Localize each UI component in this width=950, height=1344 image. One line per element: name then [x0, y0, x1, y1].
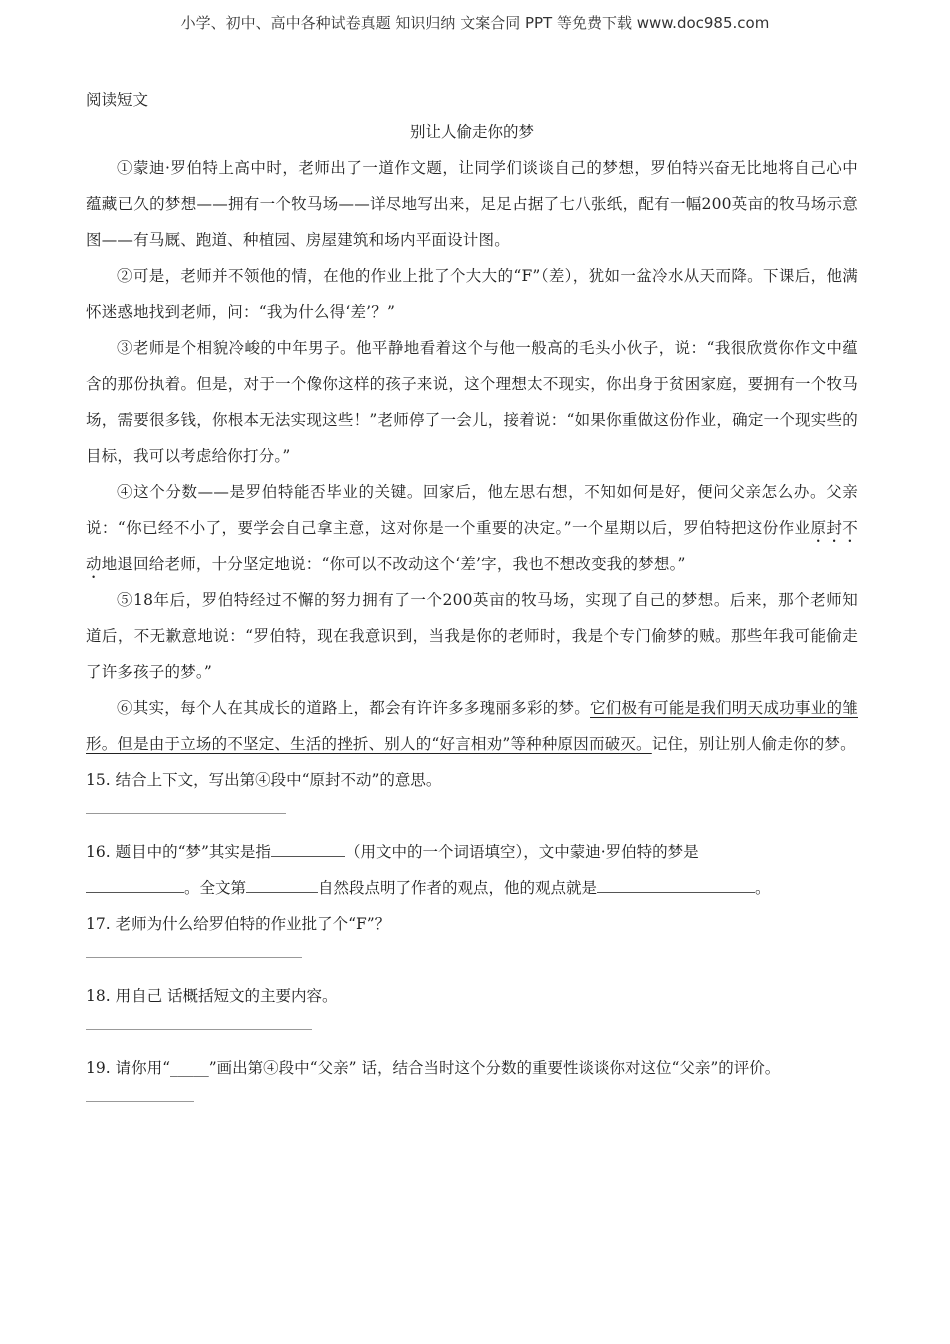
paragraph-6-text-b: 记住，别让别人偷走你的梦。: [651, 735, 856, 753]
blank-16-2[interactable]: [86, 874, 184, 893]
paragraph-1: ①蒙迪·罗伯特上高中时，老师出了一道作文题，让同学们谈谈自己的梦想，罗伯特兴奋无比地将自己心中蕴藏已久的梦想——拥有一个牧马场——详尽地写出来，足足占据了七八张纸，配有一幅200英亩的牧马场示意图——有马厩、跑道、种植园、房屋建筑和场内平面设计图。: [86, 159, 858, 249]
paragraph-5: ⑤18年后，罗伯特经过不懈的努力拥有了一个200英亩的牧马场，实现了自己的梦想。后来，那个老师知道后，不无歉意地说：“罗伯特，现在我意识到，当我是你的老师时，我是个专门偷梦的贼。那些年我可能偷走了许多孩子的梦。”: [86, 591, 858, 681]
section-intro: 阅读短文: [86, 91, 149, 109]
blank-16-1[interactable]: [271, 838, 345, 857]
q16-text-e: 。: [755, 879, 771, 897]
paragraph-6-text-a: ⑥其实，每个人在其成长的道路上，都会有许许多多瑰丽多彩的梦。: [117, 699, 591, 717]
answer-line-15[interactable]: [86, 812, 286, 814]
paragraph-6: [86, 690, 858, 762]
emphasized-phrase: 原封不动: [86, 519, 858, 573]
paragraph-4-text-b: 地退回给老师，十分坚定地说：“你可以不改动这个‘差’字，我也不想改变我的梦想。”: [101, 555, 686, 573]
paragraph-4: [86, 474, 858, 582]
question-15: 15. 结合上下文，写出第④段中“原封不动”的意思。: [86, 771, 442, 789]
answer-line-17[interactable]: [86, 956, 302, 958]
underlined-sentence: 它们极有可能是我们明天成功事业的雏形。但是由于立场的不坚定、生活的挫折、别人的“好言相劝”等种种原因而破灭。: [86, 699, 858, 753]
passage-title: 别让人偷走你的梦: [409, 123, 534, 141]
paragraph-4-text-a: ④这个分数——是罗伯特能否毕业的关键。回家后，他左思右想，不知如何是好，便问父亲怎么办。父亲说：“你已经不小了，要学会自己拿主意，这对你是一个重要的决定。”一个星期以后，罗伯特把这份作业: [86, 483, 858, 537]
q16-text-b: （用文中的一个词语填空），文中蒙迪·罗伯特的梦是: [344, 843, 699, 861]
blank-16-3[interactable]: [246, 874, 318, 893]
question-16: [86, 834, 858, 906]
answer-line-19[interactable]: [86, 1100, 194, 1102]
document-body: [86, 86, 858, 1122]
blank-16-4[interactable]: [597, 874, 755, 893]
paragraph-3: ③老师是个相貌冷峻的中年男子。他平静地看着这个与他一般高的毛头小伙子，说：“我很欣赏你作文中蕴含的那份执着。但是，对于一个像你这样的孩子来说，这个理想太不现实，你出身于贫困家庭，要拥有一个牧马场，需要很多钱，你根本无法实现这些！”老师停了一会儿，接着说：“如果你重做这份作业，确定一个现实些的目标，我可以考虑给你打分。”: [86, 339, 858, 465]
q16-text-d: 自然段点明了作者的观点，他的观点就是: [318, 879, 598, 897]
answer-line-18[interactable]: [86, 1028, 312, 1030]
site-header: 小学、初中、高中各种试卷真题 知识归纳 文案合同 PPT 等免费下载 www.doc985.com: [180, 14, 770, 32]
paragraph-2: ②可是，老师并不领他的情，在他的作业上批了个大大的“F”（差），犹如一盆冷水从天而降。下课后，他满怀迷惑地找到老师，问：“我为什么得‘差’？”: [86, 267, 858, 321]
q16-text-c: 。全文第: [184, 879, 247, 897]
question-19: 19. 请你用“_____”画出第④段中“父亲” 话，结合当时这个分数的重要性谈谈你对这位“父亲”的评价。: [86, 1059, 781, 1077]
question-17: 17. 老师为什么给罗伯特的作业批了个“F”？: [86, 915, 391, 933]
q16-text-a: 16. 题目中的“梦”其实是指: [86, 843, 271, 861]
question-18: 18. 用自己 话概括短文的主要内容。: [86, 987, 338, 1005]
